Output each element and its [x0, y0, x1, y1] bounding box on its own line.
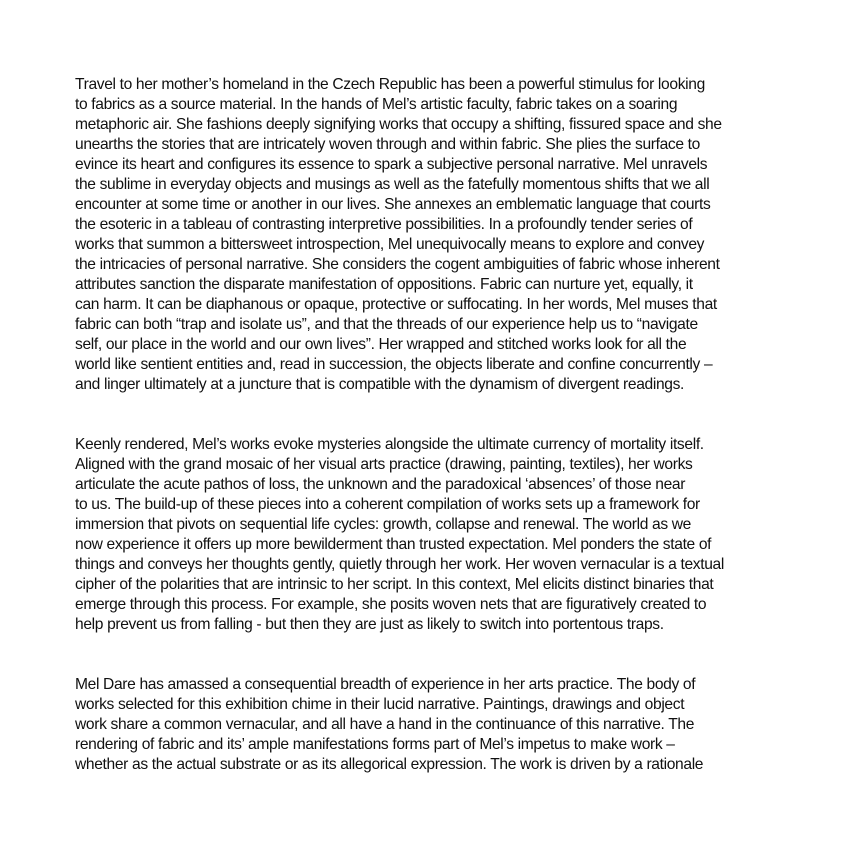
paragraph-mel-dare-practice: Mel Dare has amassed a consequential breadth of experience in her arts practice. The body of works selected for this exhibition chime in their lucid narrative. Paintings, drawings and object work share a common vernacular, and all have a hand in the continuance of this narrative. The rendering of fabric and its’ ample manifestations forms part of Mel’s impetus to make work – whether as the actual substrate or as its allegorical expression. The work is driven by a rationale [75, 676, 704, 773]
paragraph-czech-homeland: Travel to her mother’s homeland in the Czech Republic has been a powerful stimulus for looking to fabrics as a source material. In the hands of Mel’s artistic faculty, fabric takes on a soaring metaphoric air. She fashions deeply signifying works that occupy a shifting, fissured space and she unearths the stories that are intricately woven through and within fabric. She plies the surface to evince its heart and configures its essence to spark a subjective personal narrative. Mel unravels the sublime in everyday objects and musings as well as the fatefully momentous shifts that we all encounter at some time or another in our lives. She annexes an emblematic language that courts the esoteric in a tableau of contrasting interpretive possibilities. In a profoundly tender series of works that summon a bittersweet introspection, Mel unequivocally means to explore and convey the intricacies of personal narrative. She considers the cogent ambiguities of fabric whose inherent attributes sanction the disparate manifestation of oppositions. Fabric can nurture yet, equally, it can harm. It can be diaphanous or opaque, protective or suffocating. In her words, Mel muses that fabric can both “trap and isolate us”, and that the threads of our experience help us to “navigate self, our place in the world and our own lives”. Her wrapped and stitched works look for all the world like sentient entities and, read in succession, the objects liberate and confine concurrently – and linger ultimately at a juncture that is compatible with the dynamism of divergent readings. [75, 76, 722, 393]
paragraph-mortality: Keenly rendered, Mel’s works evoke mysteries alongside the ultimate currency of mortality itself. Aligned with the grand mosaic of her visual arts practice (drawing, painting, textiles), her works articulate the acute pathos of loss, the unknown and the paradoxical ‘absences’ of those near to us. The build-up of these pieces into a coherent compilation of works sets up a framework for immersion that pivots on sequential life cycles: growth, collapse and renewal. The world as we now experience it offers up more bewilderment than trusted expectation. Mel ponders the state of things and conveys her thoughts gently, quietly through her work. Her woven vernacular is a textual cipher of the polarities that are intrinsic to her script. In this context, Mel elicits distinct binaries that emerge through this process. For example, she posits woven nets that are figuratively created to help prevent us from falling - but then they are just as likely to switch into portentous traps. [75, 436, 724, 633]
document-body [75, 75, 795, 775]
